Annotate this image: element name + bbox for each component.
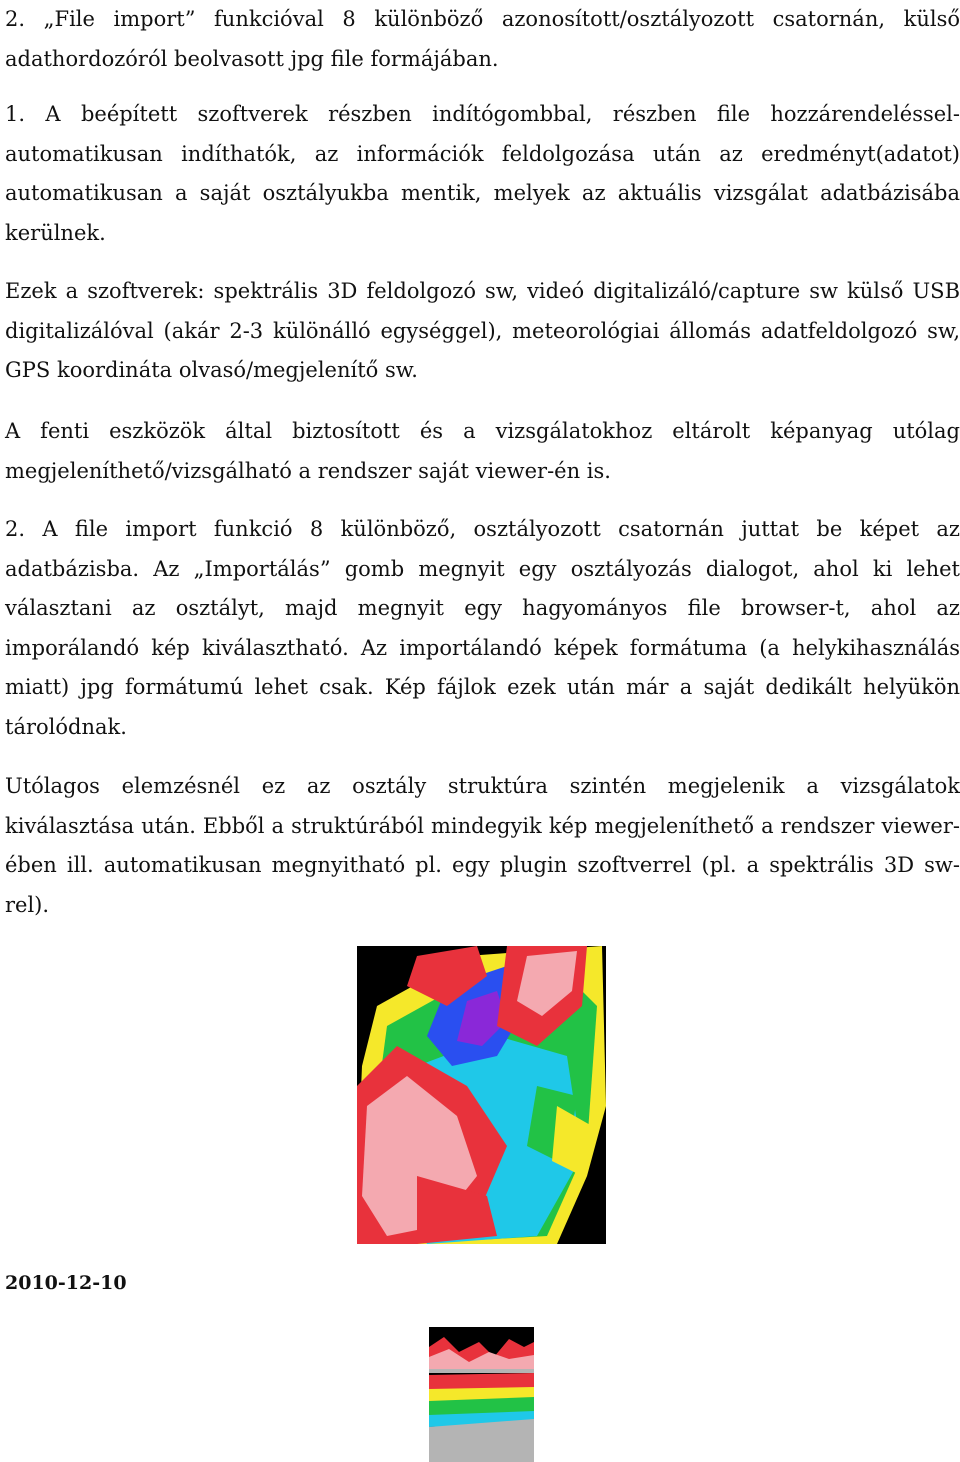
spectral-3d-render <box>357 946 606 1244</box>
spectral-3d-image <box>357 946 606 1244</box>
spectral-profile-render <box>429 1327 534 1462</box>
paragraph-software-list: Ezek a szoftverek: spektrális 3D feldolgozó sw, videó digitalizáló/capture sw külső USB digitalizálóval (akár 2-3 különálló egységgel), meteorológiai állomás adatfeldolgozó sw, GPS koordináta olvasó/megjelenítő sw. <box>5 279 960 382</box>
document-date: 2010-12-10 <box>5 1272 127 1294</box>
paragraph-viewer: A fenti eszközök által biztosított és a vizsgálatokhoz eltárolt képanyag utólag megjeleníthető/vizsgálható a rendszer saját viewer-én is. <box>5 419 960 483</box>
paragraph-builtin-software: 1. A beépített szoftverek részben indítógombbal, részben file hozzárendeléssel-automatikusan indíthatók, az információk feldolgozása után az eredményt(adatot) automatikusan a saját osztályukba mentik, melyek az aktuális vizsgálat adatbázisába kerülnek. <box>5 102 960 245</box>
paragraph-file-import: 2. „File import” funkcióval 8 különböző azonosított/osztályozott csatornán, külső adathordozóról beolvasott jpg file formájában. <box>5 7 960 71</box>
paragraph-import-function: 2. A file import funkció 8 különböző, osztályozott csatornán juttat be képet az adatbázisba. Az „Importálás” gomb megnyit egy osztályozás dialogot, ahol ki lehet választani az osztályt, majd megnyit egy hagyományos file browser-t, ahol az imporálandó kép kiválasztható. Az importálandó képek formátuma (a helykihasználás miatt) jpg formátumú lehet csak. Kép fájlok ezek után már a saját dedikált helyükön tárolódnak. <box>5 517 960 739</box>
paragraph-later-analysis: Utólagos elemzésnél ez az osztály struktúra szintén megjelenik a vizsgálatok kiválasztása után. Ebből a struktúrából mindegyik kép megjeleníthető a rendszer viewer-ében ill. automatikusan megnyitható pl. egy plugin szoftverrel (pl. a spektrális 3D sw-rel). <box>5 774 960 917</box>
spectral-profile-image <box>429 1327 534 1462</box>
